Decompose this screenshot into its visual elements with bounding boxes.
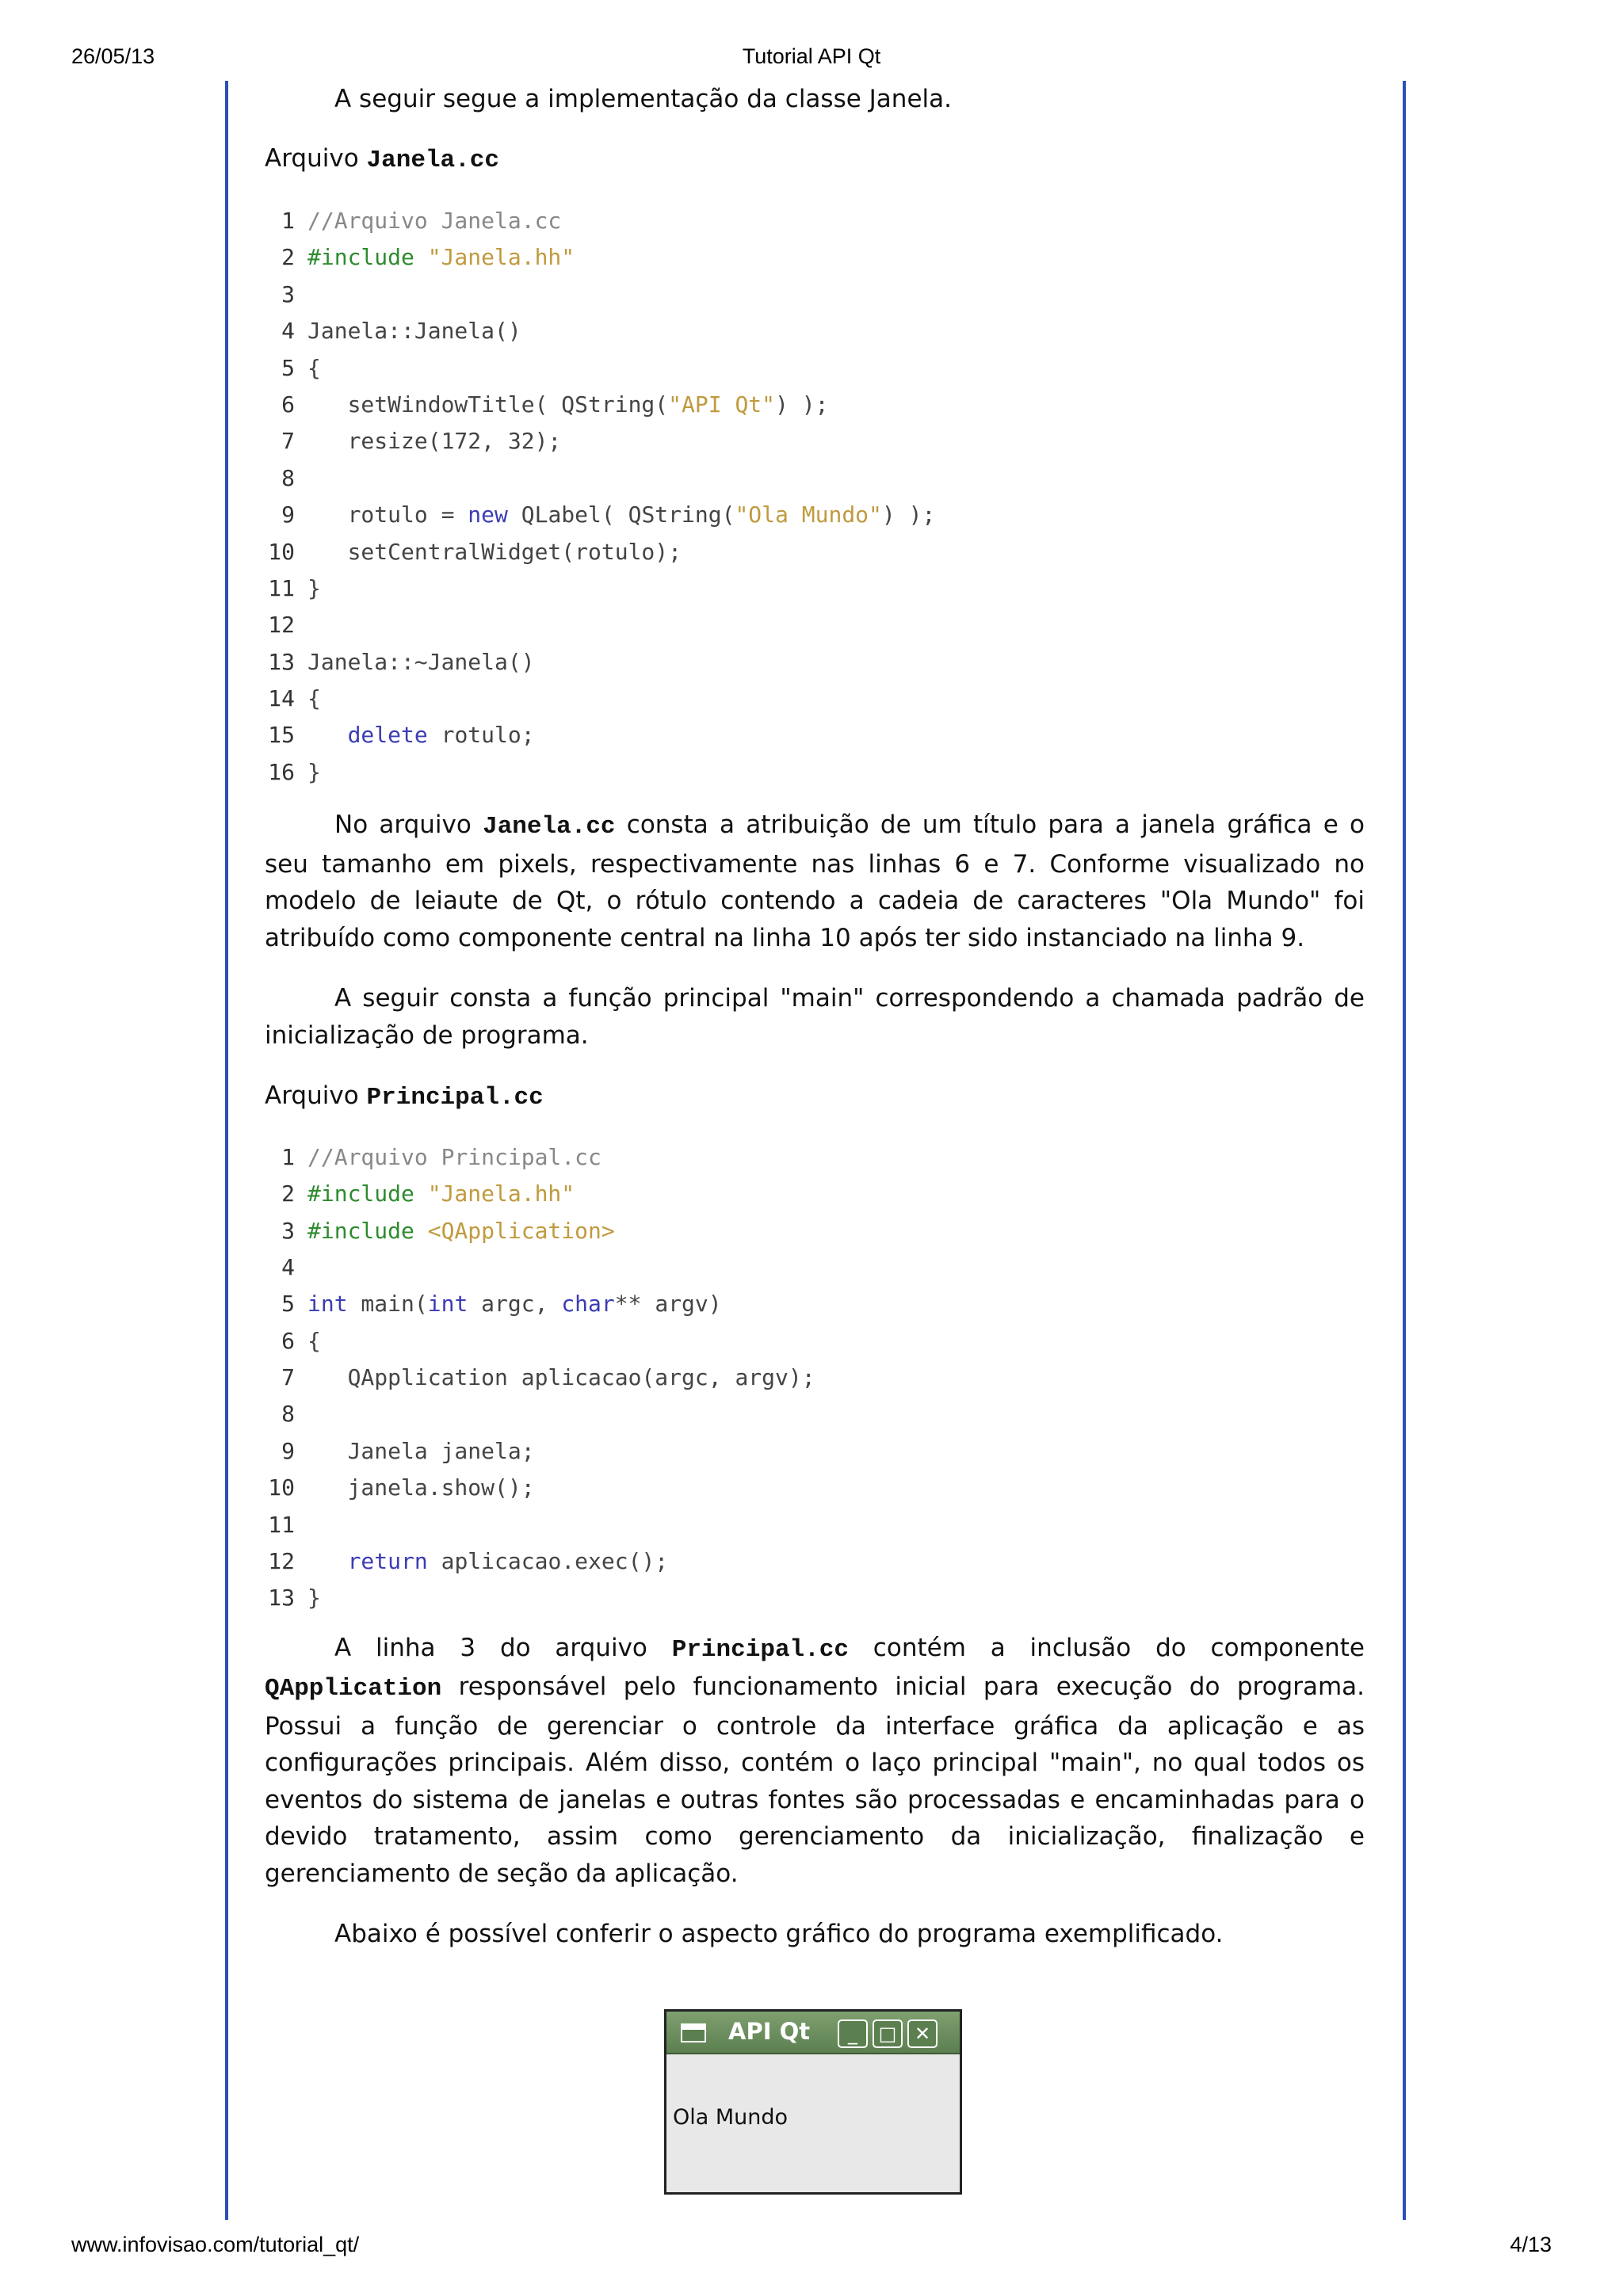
code-line — [265, 497, 1365, 533]
code-line — [265, 203, 1365, 239]
code-line — [265, 387, 1365, 423]
inline-code: Principal.cc — [671, 1635, 849, 1664]
code-text: QApplication aplicacao(argc, argv); — [307, 1364, 815, 1391]
line-number: 7 — [281, 1364, 295, 1391]
code-line — [265, 313, 1365, 349]
code-token: aplicacao.exec(); — [427, 1548, 669, 1575]
code-token: ) ); — [775, 391, 829, 418]
code-line — [265, 570, 1365, 607]
code-text: Janela::Janela() — [307, 318, 521, 345]
line-number: 11 — [268, 574, 295, 601]
footer-url: www.infovisao.com/tutorial_qt/ — [71, 2233, 360, 2256]
page-title: Tutorial API Qt — [742, 44, 881, 68]
code-text: Janela::~Janela() — [307, 648, 535, 675]
line-number: 15 — [268, 722, 295, 749]
code-line — [265, 754, 1365, 791]
code-token — [414, 244, 428, 270]
code-line — [265, 239, 1365, 276]
code-line — [265, 607, 1365, 643]
code-token — [307, 722, 348, 748]
code-token: ) ); — [881, 502, 936, 528]
code-token: #include — [307, 1180, 414, 1207]
page-number: 4/13 — [1510, 2233, 1552, 2256]
text: No arquivo — [334, 810, 483, 840]
line-number: 14 — [268, 685, 295, 712]
code-line — [265, 1396, 1365, 1432]
line-number: 16 — [268, 758, 295, 785]
code-text: } — [307, 1585, 321, 1611]
code-token: "API Qt" — [668, 391, 776, 418]
line-number: 10 — [268, 1474, 295, 1501]
line-number: 4 — [281, 1253, 295, 1280]
minimize-icon: _ — [838, 2019, 868, 2048]
code-text: janela.show(); — [307, 1474, 535, 1501]
line-number: 4 — [281, 318, 295, 345]
article-content — [265, 81, 1365, 1953]
line-number: 5 — [281, 354, 295, 381]
code-token: int — [427, 1291, 468, 1318]
code-token: return — [347, 1548, 428, 1575]
code-line — [265, 644, 1365, 681]
code-token: delete — [347, 722, 428, 749]
code-token: int — [307, 1291, 348, 1318]
code-token: QLabel( QString( — [507, 502, 735, 528]
code-line — [265, 1580, 1365, 1616]
code-token: "Janela.hh" — [427, 244, 575, 271]
code-line — [265, 1213, 1365, 1249]
code-line — [265, 277, 1365, 313]
code-line — [265, 1139, 1365, 1176]
line-number: 5 — [281, 1291, 295, 1318]
code-token: #include — [307, 1217, 414, 1244]
code-block-janela — [265, 203, 1365, 791]
line-number: 12 — [268, 612, 295, 639]
line-number: 6 — [281, 1327, 295, 1354]
code-text: Janela janela; — [307, 1437, 535, 1464]
code-line — [265, 1360, 1365, 1396]
code-line — [265, 1507, 1365, 1543]
paragraph-qapplication — [265, 1630, 1365, 1893]
code-token: new — [468, 502, 508, 528]
code-line — [265, 717, 1365, 753]
line-number: 8 — [281, 1401, 295, 1428]
paragraph-janela-description — [265, 807, 1365, 956]
line-number: 8 — [281, 464, 295, 491]
code-token: argc, — [468, 1291, 562, 1318]
qt-window-screenshot — [664, 2009, 962, 2195]
ola-mundo-label: Ola Mundo — [673, 2105, 789, 2130]
line-number: 2 — [281, 1180, 295, 1207]
file-caption-janela — [265, 140, 1365, 180]
text: responsável pelo funcionamento inicial para execução do programa. Possui a função de gerenciar o controle da interface gráfica da aplicação e as configurações principais. Além disso, contém o laço principal "main", no qual todos os eventos do sistema de janelas e outras fontes são processadas e encaminhadas para o devido tratamento, assim como gerenciamento da inicialização, finalização e gerenciamento de seção da aplicação. — [265, 1672, 1365, 1888]
line-number: 9 — [281, 502, 295, 528]
file-caption-principal — [265, 1077, 1365, 1117]
text: A linha 3 do arquivo — [334, 1633, 672, 1662]
intro-paragraph: A seguir segue a implementação da classe Janela. — [334, 85, 952, 113]
code-line — [265, 1249, 1365, 1286]
line-number: 11 — [268, 1511, 295, 1538]
code-line — [265, 350, 1365, 387]
file-caption-label: Arquivo — [265, 1081, 359, 1111]
close-icon: ✕ — [907, 2019, 938, 2048]
code-line — [265, 1176, 1365, 1212]
line-number: 12 — [268, 1548, 295, 1575]
code-text: { — [307, 1327, 321, 1354]
window-title: API Qt — [728, 2018, 811, 2045]
line-number: 13 — [268, 1585, 295, 1611]
inline-code: QApplication — [265, 1675, 442, 1703]
code-line — [265, 1470, 1365, 1506]
code-token — [414, 1218, 428, 1244]
code-token: ** argv) — [614, 1291, 722, 1318]
code-token: <QApplication> — [427, 1217, 615, 1244]
code-text: setCentralWidget(rotulo); — [307, 538, 682, 565]
inline-code: Janela.cc — [483, 813, 616, 841]
code-line — [265, 1433, 1365, 1470]
code-token: rotulo = — [307, 502, 468, 528]
line-number: 1 — [281, 208, 295, 234]
file-name: Janela.cc — [366, 146, 499, 174]
code-text: resize(172, 32); — [307, 428, 562, 455]
line-number: 1 — [281, 1143, 295, 1170]
line-number: 13 — [268, 648, 295, 675]
code-text: //Arquivo Janela.cc — [307, 208, 562, 234]
code-block-principal — [265, 1139, 1365, 1617]
code-token — [307, 1548, 348, 1574]
right-border-rule — [1403, 81, 1406, 2220]
code-text: //Arquivo Principal.cc — [307, 1143, 601, 1170]
line-number: 7 — [281, 428, 295, 455]
code-token: main( — [347, 1291, 428, 1318]
code-token: "Janela.hh" — [427, 1180, 575, 1207]
line-number: 10 — [268, 538, 295, 565]
text: consta a atribuição de um título para a janela gráfica e o seu tamanho em pixels, respectivamente nas linhas 6 e 7. Conforme visualizado no modelo de leiaute de Qt, o rótulo contendo a cadeia de caracteres "Ola Mundo" foi atribuído como componente central na linha 10 após ter sido instanciado na linha 9. — [265, 810, 1365, 952]
code-line — [265, 460, 1365, 497]
code-token: "Ola Mundo" — [735, 502, 882, 528]
code-token: char — [561, 1291, 615, 1318]
line-number: 9 — [281, 1437, 295, 1464]
line-number: 6 — [281, 391, 295, 418]
code-line — [265, 423, 1365, 460]
maximize-icon: □ — [873, 2019, 903, 2048]
code-text: } — [307, 574, 321, 601]
code-token: #include — [307, 244, 414, 271]
file-name: Principal.cc — [366, 1084, 544, 1112]
code-token: setWindowTitle( QString( — [307, 391, 669, 418]
window-icon — [681, 2023, 706, 2042]
code-line — [265, 1286, 1365, 1322]
line-number: 3 — [281, 1217, 295, 1244]
window-titlebar — [666, 2012, 960, 2054]
code-token — [414, 1180, 428, 1207]
line-number: 3 — [281, 280, 295, 307]
print-date: 26/05/13 — [71, 44, 155, 68]
line-number: 2 — [281, 244, 295, 271]
code-line — [265, 1323, 1365, 1360]
file-caption-label: Arquivo — [265, 143, 359, 173]
code-line — [265, 1543, 1365, 1580]
code-line — [265, 681, 1365, 717]
paragraph-screenshot-intro: Abaixo é possível conferir o aspecto gráfico do programa exemplificado. — [334, 1920, 1224, 1949]
code-token: rotulo; — [427, 722, 535, 749]
code-text: { — [307, 685, 321, 712]
code-text: { — [307, 354, 321, 381]
text: contém a inclusão do componente — [848, 1633, 1365, 1662]
code-text: } — [307, 758, 321, 785]
code-line — [265, 534, 1365, 570]
paragraph-main-intro: A seguir consta a função principal "main" correspondendo a chamada padrão de inicialização de programa. — [265, 984, 1365, 1050]
left-border-rule — [225, 81, 228, 2220]
